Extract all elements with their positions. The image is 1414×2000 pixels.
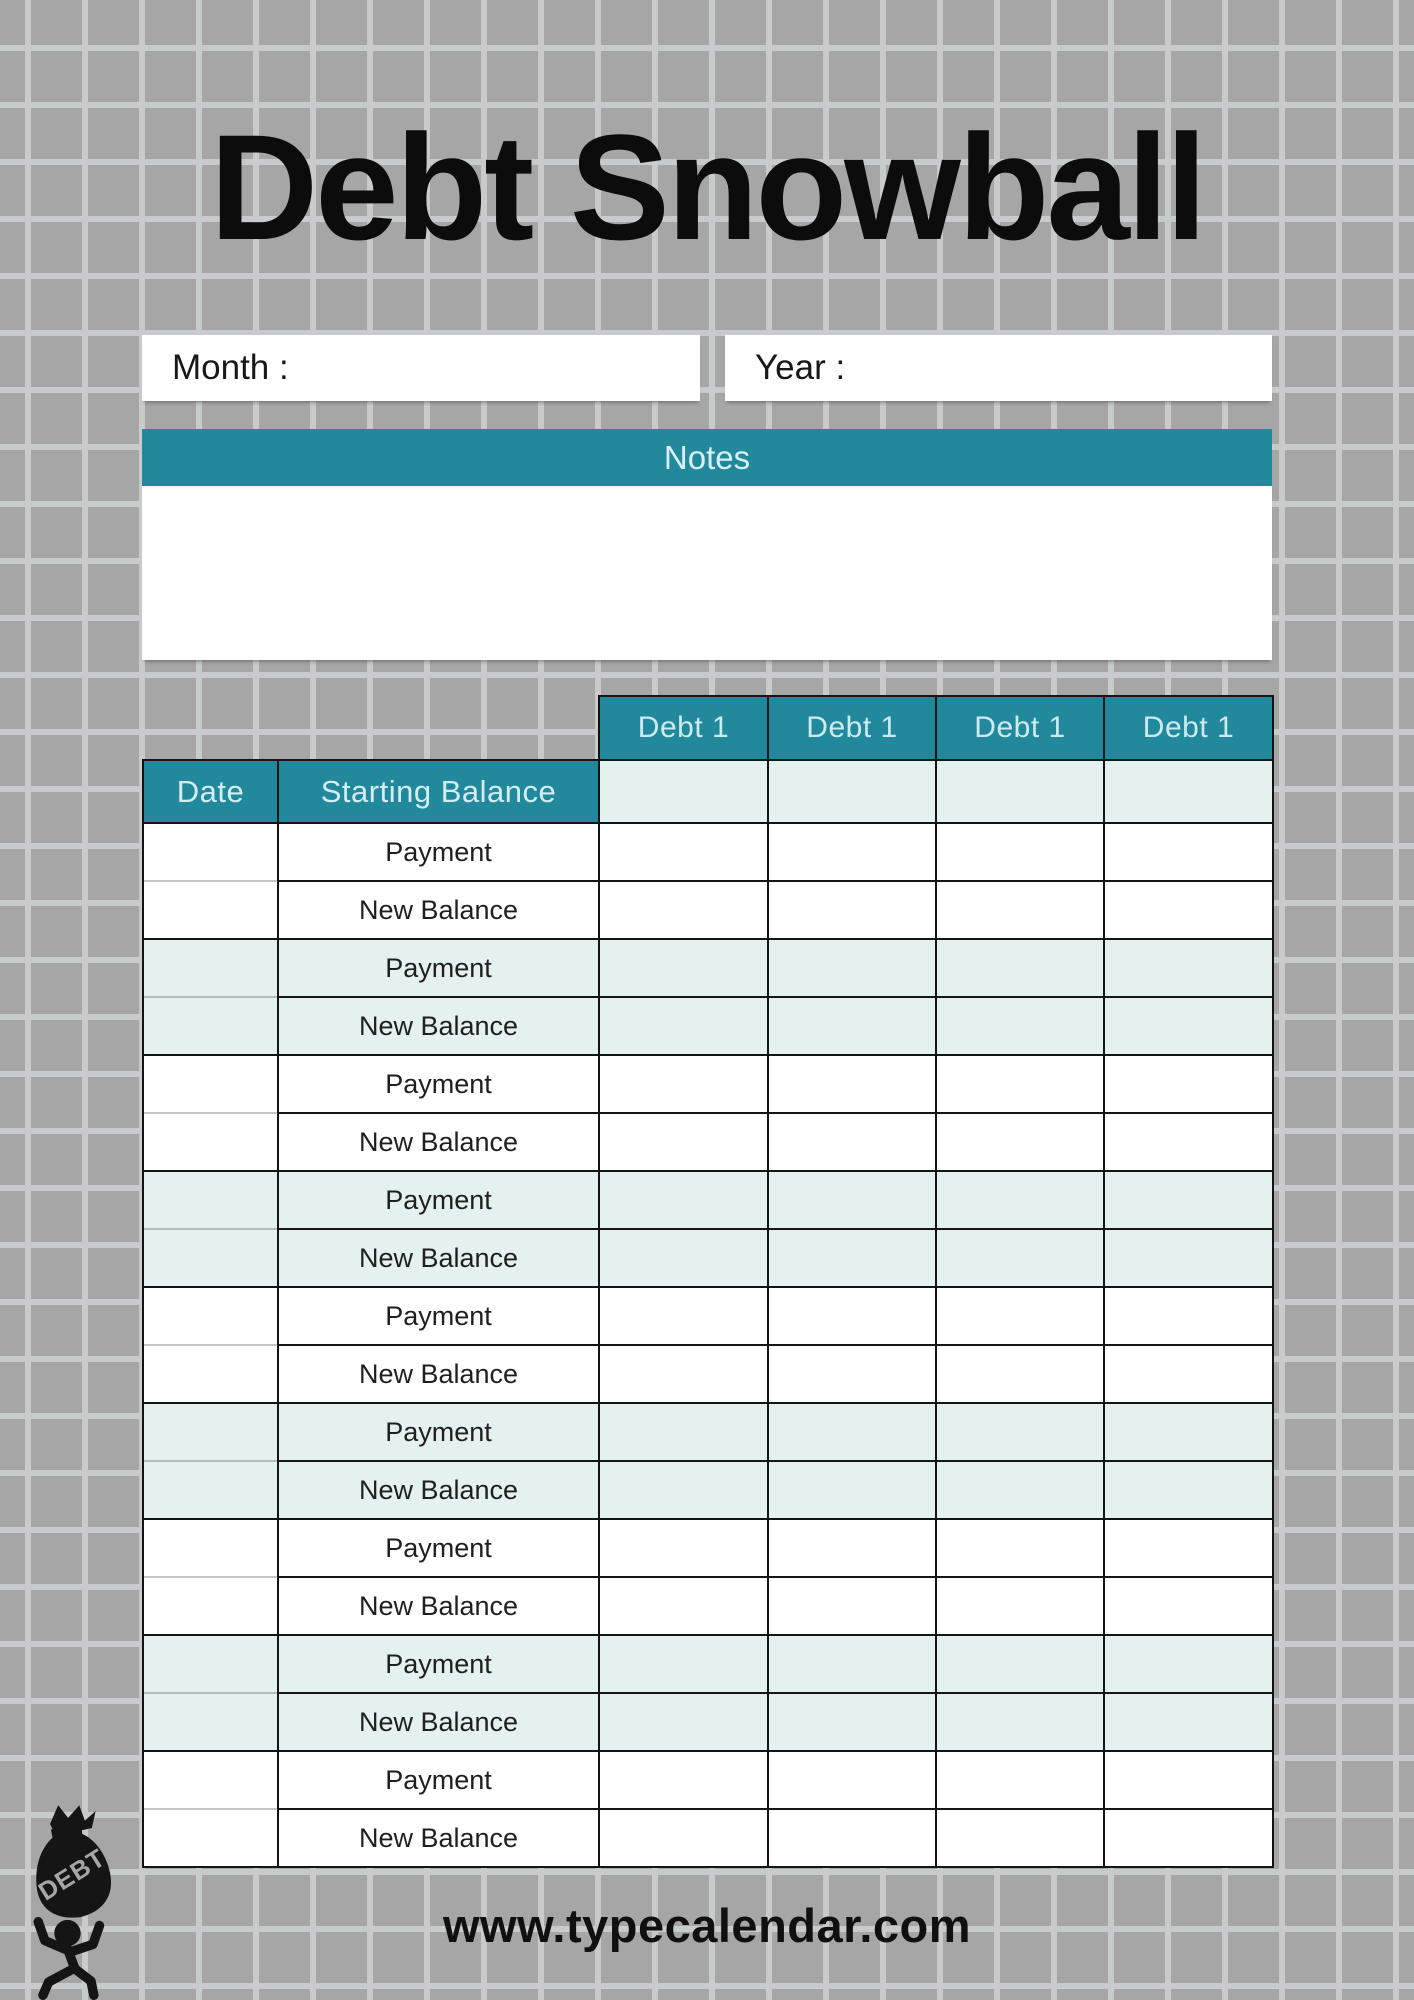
payment-cell-pair9-debt4[interactable] [1104,1751,1273,1809]
new-balance-cell-pair9-debt4[interactable] [1104,1809,1273,1867]
new-balance-cell-pair8-debt1[interactable] [599,1693,768,1751]
payment-cell-pair1-debt3[interactable] [936,823,1104,881]
new-balance-cell-pair1-debt1[interactable] [599,881,768,939]
new-balance-cell-pair4-debt3[interactable] [936,1229,1104,1287]
payment-cell-pair3-debt3[interactable] [936,1055,1104,1113]
new-balance-cell-pair3-debt4[interactable] [1104,1113,1273,1171]
new-balance-cell-pair7-debt1[interactable] [599,1577,768,1635]
new-balance-cell-pair7-debt4[interactable] [1104,1577,1273,1635]
new-balance-cell-pair2-debt3[interactable] [936,997,1104,1055]
payment-cell-pair9-debt2[interactable] [768,1751,936,1809]
new-balance-cell-pair1-debt4[interactable] [1104,881,1273,939]
date-cell-pair-4[interactable] [143,1171,278,1287]
payment-cell-pair4-debt3[interactable] [936,1171,1104,1229]
payment-cell-pair5-debt1[interactable] [599,1287,768,1345]
new-balance-row-label: New Balance [278,997,599,1055]
payment-cell-pair7-debt1[interactable] [599,1519,768,1577]
payment-cell-pair3-debt2[interactable] [768,1055,936,1113]
date-cell-pair-8[interactable] [143,1635,278,1751]
new-balance-cell-pair6-debt3[interactable] [936,1461,1104,1519]
payment-cell-pair6-debt2[interactable] [768,1403,936,1461]
year-label: Year : [755,348,846,387]
payment-row-label: Payment [278,1055,599,1113]
payment-cell-pair3-debt1[interactable] [599,1055,768,1113]
payment-cell-pair7-debt2[interactable] [768,1519,936,1577]
month-label: Month : [172,348,289,387]
payment-cell-pair2-debt3[interactable] [936,939,1104,997]
payment-cell-pair5-debt4[interactable] [1104,1287,1273,1345]
date-cell-pair-3[interactable] [143,1055,278,1171]
new-balance-cell-pair5-debt3[interactable] [936,1345,1104,1403]
new-balance-row-label: New Balance [278,1461,599,1519]
new-balance-cell-pair2-debt4[interactable] [1104,997,1273,1055]
starting-balance-cell-debt1[interactable] [599,760,768,823]
new-balance-cell-pair8-debt2[interactable] [768,1693,936,1751]
date-cell-pair-2[interactable] [143,939,278,1055]
starting-balance-header: Starting Balance [278,760,599,823]
new-balance-cell-pair8-debt3[interactable] [936,1693,1104,1751]
new-balance-cell-pair3-debt3[interactable] [936,1113,1104,1171]
payment-row-label: Payment [278,1751,599,1809]
new-balance-cell-pair1-debt2[interactable] [768,881,936,939]
payment-row-label: Payment [278,1287,599,1345]
date-header: Date [143,760,278,823]
month-field[interactable] [142,335,700,401]
new-balance-row-label: New Balance [278,1577,599,1635]
new-balance-row-label: New Balance [278,1809,599,1867]
debt-bag-text: DEBT [33,1843,111,1907]
debt-column-header-1: Debt 1 [599,696,768,760]
payment-cell-pair4-debt1[interactable] [599,1171,768,1229]
notes-header [142,429,1272,486]
payment-row-label: Payment [278,1171,599,1229]
year-field[interactable] [725,335,1272,401]
payment-cell-pair2-debt4[interactable] [1104,939,1273,997]
payment-cell-pair9-debt3[interactable] [936,1751,1104,1809]
footer-url: www.typecalendar.com [442,1899,972,1952]
payment-cell-pair8-debt2[interactable] [768,1635,936,1693]
date-cell-pair-9[interactable] [143,1751,278,1867]
page-title: Debt Snowball [209,103,1205,271]
payment-cell-pair1-debt2[interactable] [768,823,936,881]
new-balance-row-label: New Balance [278,1113,599,1171]
payment-cell-pair4-debt4[interactable] [1104,1171,1273,1229]
new-balance-row-label: New Balance [278,1345,599,1403]
payment-cell-pair8-debt3[interactable] [936,1635,1104,1693]
new-balance-cell-pair7-debt2[interactable] [768,1577,936,1635]
payment-row-label: Payment [278,1519,599,1577]
payment-cell-pair6-debt3[interactable] [936,1403,1104,1461]
notes-input-area[interactable] [142,486,1272,660]
table-corner-spacer [143,696,599,760]
payment-row-label: Payment [278,939,599,997]
payment-cell-pair7-debt3[interactable] [936,1519,1104,1577]
payment-row-label: Payment [278,1635,599,1693]
date-cell-pair-6[interactable] [143,1403,278,1519]
payment-cell-pair3-debt4[interactable] [1104,1055,1273,1113]
new-balance-row-label: New Balance [278,1693,599,1751]
payment-cell-pair8-debt1[interactable] [599,1635,768,1693]
payment-cell-pair9-debt1[interactable] [599,1751,768,1809]
new-balance-cell-pair6-debt4[interactable] [1104,1461,1273,1519]
new-balance-cell-pair4-debt1[interactable] [599,1229,768,1287]
payment-cell-pair8-debt4[interactable] [1104,1635,1273,1693]
new-balance-cell-pair9-debt1[interactable] [599,1809,768,1867]
new-balance-cell-pair9-debt2[interactable] [768,1809,936,1867]
new-balance-row-label: New Balance [278,1229,599,1287]
new-balance-cell-pair2-debt2[interactable] [768,997,936,1055]
new-balance-cell-pair6-debt2[interactable] [768,1461,936,1519]
new-balance-cell-pair9-debt3[interactable] [936,1809,1104,1867]
starting-balance-cell-debt2[interactable] [768,760,936,823]
payment-cell-pair6-debt1[interactable] [599,1403,768,1461]
payment-cell-pair7-debt4[interactable] [1104,1519,1273,1577]
new-balance-cell-pair5-debt2[interactable] [768,1345,936,1403]
payment-cell-pair2-debt1[interactable] [599,939,768,997]
date-cell-pair-7[interactable] [143,1519,278,1635]
new-balance-row-label: New Balance [278,881,599,939]
date-cell-pair-5[interactable] [143,1287,278,1403]
payment-cell-pair1-debt4[interactable] [1104,823,1273,881]
new-balance-cell-pair5-debt1[interactable] [599,1345,768,1403]
payment-cell-pair5-debt3[interactable] [936,1287,1104,1345]
payment-row-label: Payment [278,1403,599,1461]
new-balance-cell-pair3-debt1[interactable] [599,1113,768,1171]
payment-cell-pair6-debt4[interactable] [1104,1403,1273,1461]
new-balance-cell-pair4-debt2[interactable] [768,1229,936,1287]
payment-cell-pair5-debt2[interactable] [768,1287,936,1345]
payment-cell-pair4-debt2[interactable] [768,1171,936,1229]
date-cell-pair-1[interactable] [143,823,278,939]
new-balance-cell-pair3-debt2[interactable] [768,1113,936,1171]
debt-column-header-2: Debt 1 [768,696,936,760]
new-balance-cell-pair5-debt4[interactable] [1104,1345,1273,1403]
new-balance-cell-pair8-debt4[interactable] [1104,1693,1273,1751]
debt-column-header-3: Debt 1 [936,696,1104,760]
payment-cell-pair1-debt1[interactable] [599,823,768,881]
starting-balance-cell-debt3[interactable] [936,760,1104,823]
new-balance-cell-pair1-debt3[interactable] [936,881,1104,939]
new-balance-cell-pair2-debt1[interactable] [599,997,768,1055]
new-balance-cell-pair4-debt4[interactable] [1104,1229,1273,1287]
snowball-table [142,695,1274,1868]
notes-header-label: Notes [663,438,751,476]
new-balance-cell-pair6-debt1[interactable] [599,1461,768,1519]
payment-row-label: Payment [278,823,599,881]
starting-balance-cell-debt4[interactable] [1104,760,1273,823]
debt-column-header-4: Debt 1 [1104,696,1273,760]
payment-cell-pair2-debt2[interactable] [768,939,936,997]
new-balance-cell-pair7-debt3[interactable] [936,1577,1104,1635]
